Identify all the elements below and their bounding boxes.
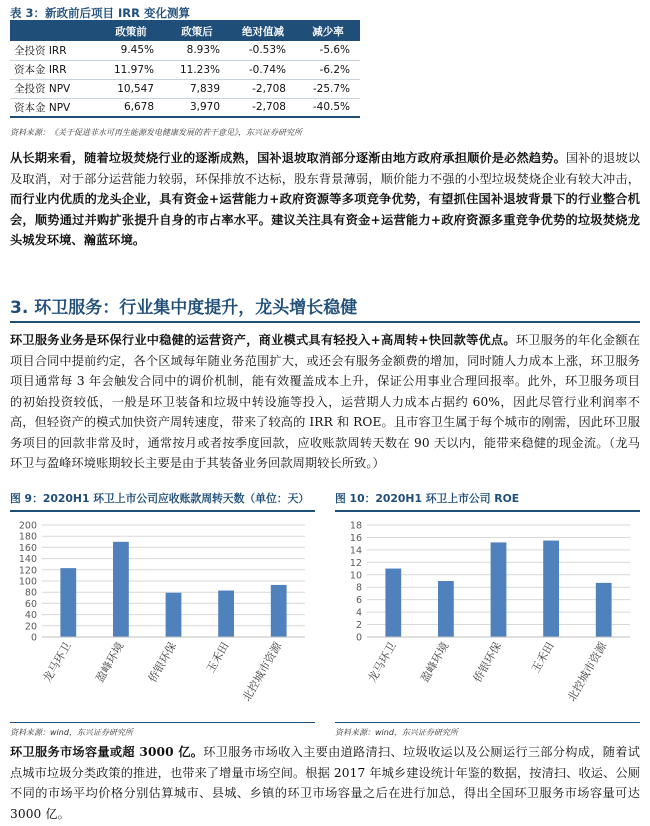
table-cell: 11.23% xyxy=(164,60,230,79)
bar xyxy=(438,581,454,637)
table-cell: 资本金 NPV xyxy=(10,98,98,117)
table-header-row xyxy=(10,22,360,41)
bar xyxy=(113,542,129,637)
figure10-bottom-rule xyxy=(335,722,640,723)
y-tick-label: 0 xyxy=(355,632,362,644)
paragraph-text: 环卫服务市场收入主要由道路清扫、垃圾收运以及公厕运行三部分构成，随着试点城市垃圾分类政策的推进，也带来了增量市场空间。根据 2017 年城乡建设统计年鉴的数据，按清扫、收运、公厕不同的市场平均价格分别估算城市、县城、乡镇的环卫市场容量之后在进行加总，得出全国环卫服务市场容量可达 3000 亿。 xyxy=(10,745,640,821)
table-cell: 资本金 IRR xyxy=(10,60,98,79)
y-tick-label: 120 xyxy=(18,565,37,577)
y-tick-label: 0 xyxy=(30,632,37,644)
figure9-bar-chart xyxy=(10,515,315,715)
bar xyxy=(596,583,612,637)
section-heading: 3. 环卫服务：行业集中度提升，龙头增长稳健 xyxy=(10,298,358,318)
paragraph-incineration-outlook xyxy=(10,148,640,251)
bar xyxy=(491,542,507,637)
table-cell: -0.53% xyxy=(230,41,296,60)
bar xyxy=(385,569,401,637)
x-tick-label: 玉禾田 xyxy=(528,640,557,676)
paragraph-text: 环卫服务的年化金额在项目合同中提前约定，各个区域每年随业务范围扩大，或还会有服务金额费的增加，同时随人力成本上涨，环卫服务项目通常每 3 年会触发合同中的调价机制，能有效覆盖成本上升，保证公用事业合理回报率。此外，环卫服务项目的初始投资较低，一般是环卫装备和垃圾中转设施等投入，运营期人力成本占据约 60%，因此尽管行业利润率不高，但轻资产的模式加快资产周转速度，带来了较高的 IRR 和 ROE。且市容卫生属于每个城市的刚需，因此环卫服务项目的回款非常及时，通常按月或者按季度回款，应收账款周转天数在 90 天以内，能带来稳健的现金流。（龙马环卫与盈峰环境账期较长主要是由于其装备业务回款周期较长所致。） xyxy=(10,333,640,470)
table-cell: -2,708 xyxy=(230,79,296,98)
paragraph-emphasis: 环卫服务市场容量或超 3000 亿。 xyxy=(10,745,204,759)
y-tick-label: 160 xyxy=(18,542,37,554)
table-cell: 6,678 xyxy=(98,98,164,117)
table-cell: -0.74% xyxy=(230,60,296,79)
figure10-source-note: 资料来源：wind，东兴证券研究所 xyxy=(335,728,458,737)
bar xyxy=(543,541,559,637)
x-tick-label: 盈峰环境 xyxy=(418,640,452,685)
table-header-cell xyxy=(10,22,98,41)
table-cell: -25.7% xyxy=(296,79,360,98)
bar xyxy=(271,585,287,637)
y-tick-label: 6 xyxy=(355,595,362,607)
table-row xyxy=(10,60,360,79)
paragraph-emphasis: 从长期来看，随着垃圾焚烧行业的逐渐成熟，国补退坡取消部分逐渐由地方政府承担顺价是必然趋势。 xyxy=(10,151,566,165)
y-tick-label: 10 xyxy=(349,570,362,582)
y-tick-label: 12 xyxy=(349,557,362,569)
paragraph-sanitation-model xyxy=(10,330,640,474)
y-tick-label: 80 xyxy=(24,587,37,599)
y-tick-label: 14 xyxy=(349,545,362,557)
y-tick-label: 60 xyxy=(24,598,37,610)
figure10-title: 图 10：2020H1 环卫上市公司 ROE xyxy=(335,492,520,505)
table-header-cell: 政策前 xyxy=(98,22,164,41)
bar xyxy=(166,593,182,637)
y-tick-label: 100 xyxy=(18,576,37,588)
table-cell: 8.93% xyxy=(164,41,230,60)
table-source-note: 资料来源：《关于促进非水可再生能源发电健康发展的若干意见》，东兴证券研究所 xyxy=(10,128,302,137)
y-tick-label: 180 xyxy=(18,531,37,543)
x-tick-label: 玉禾田 xyxy=(203,640,232,676)
table-cell: 11.97% xyxy=(98,60,164,79)
figure10-title-rule xyxy=(335,510,640,512)
table-cell: 9.45% xyxy=(98,41,164,60)
table-row xyxy=(10,41,360,60)
x-tick-label: 侨银环保 xyxy=(470,640,505,685)
table-header-cell: 政策后 xyxy=(164,22,230,41)
table-cell: 全投资 IRR xyxy=(10,41,98,60)
paragraph-market-size xyxy=(10,742,640,824)
x-tick-label: 盈峰环境 xyxy=(93,640,127,685)
figure9-bottom-rule xyxy=(10,722,315,723)
table-row xyxy=(10,79,360,98)
paragraph-text: 国补的退坡以及取消，对于部分运营能力较弱，环保排放不达标，股东背景薄弱，顺价能力不强的小型垃圾焚烧企业有较大冲击， xyxy=(10,151,640,186)
table-cell: -2,708 xyxy=(230,98,296,117)
paragraph-emphasis: 而行业内优质的龙头企业，具有资金+运营能力+政府资源等多项竞争优势，有望抓住国补退坡背景下的行业整合机会，顺势通过并购扩张提升自身的市占率水平。建议关注具有资金+运营能力+政府资源多重竞争优势的垃圾焚烧龙头城发环境、瀚蓝环境。 xyxy=(10,192,640,247)
x-tick-label: 北控城市资源 xyxy=(240,640,285,704)
y-tick-label: 2 xyxy=(355,620,362,632)
paragraph-emphasis: 环卫服务业务是环保行业中稳健的运营资产，商业模式具有轻投入+高周转+快回款等优点。 xyxy=(10,333,516,347)
y-tick-label: 140 xyxy=(18,554,37,566)
figure9-title-rule xyxy=(10,510,315,512)
x-tick-label: 龙马环卫 xyxy=(365,640,399,685)
table-cell: -5.6% xyxy=(296,41,360,60)
figure10-bar-chart xyxy=(335,515,640,715)
table-row xyxy=(10,98,360,117)
table-cell: 7,839 xyxy=(164,79,230,98)
y-tick-label: 16 xyxy=(349,532,362,544)
table-cell: -6.2% xyxy=(296,60,360,79)
y-tick-label: 8 xyxy=(355,582,362,594)
table-cell: -40.5% xyxy=(296,98,360,117)
x-tick-label: 龙马环卫 xyxy=(40,640,74,685)
table-header-cell: 绝对值减 xyxy=(230,22,296,41)
y-tick-label: 18 xyxy=(349,520,362,532)
x-tick-label: 北控城市资源 xyxy=(565,640,610,704)
y-tick-label: 200 xyxy=(18,520,37,532)
bar xyxy=(218,591,234,637)
y-tick-label: 4 xyxy=(355,607,362,619)
table-cell: 10,547 xyxy=(98,79,164,98)
irr-table xyxy=(10,22,360,118)
y-tick-label: 20 xyxy=(24,621,37,633)
table-cell: 3,970 xyxy=(164,98,230,117)
bar xyxy=(60,568,76,637)
figure9-source-note: 资料来源：wind，东兴证券研究所 xyxy=(10,728,133,737)
table-title: 表 3：新政前后项目 IRR 变化测算 xyxy=(10,6,191,20)
y-tick-label: 40 xyxy=(24,610,37,622)
figure9-title: 图 9：2020H1 环卫上市公司应收账款周转天数（单位：天） xyxy=(10,492,310,505)
section-heading-rule xyxy=(10,321,640,323)
x-tick-label: 侨银环保 xyxy=(145,640,180,685)
table-cell: 全投资 NPV xyxy=(10,79,98,98)
table-header-cell: 减少率 xyxy=(296,22,360,41)
